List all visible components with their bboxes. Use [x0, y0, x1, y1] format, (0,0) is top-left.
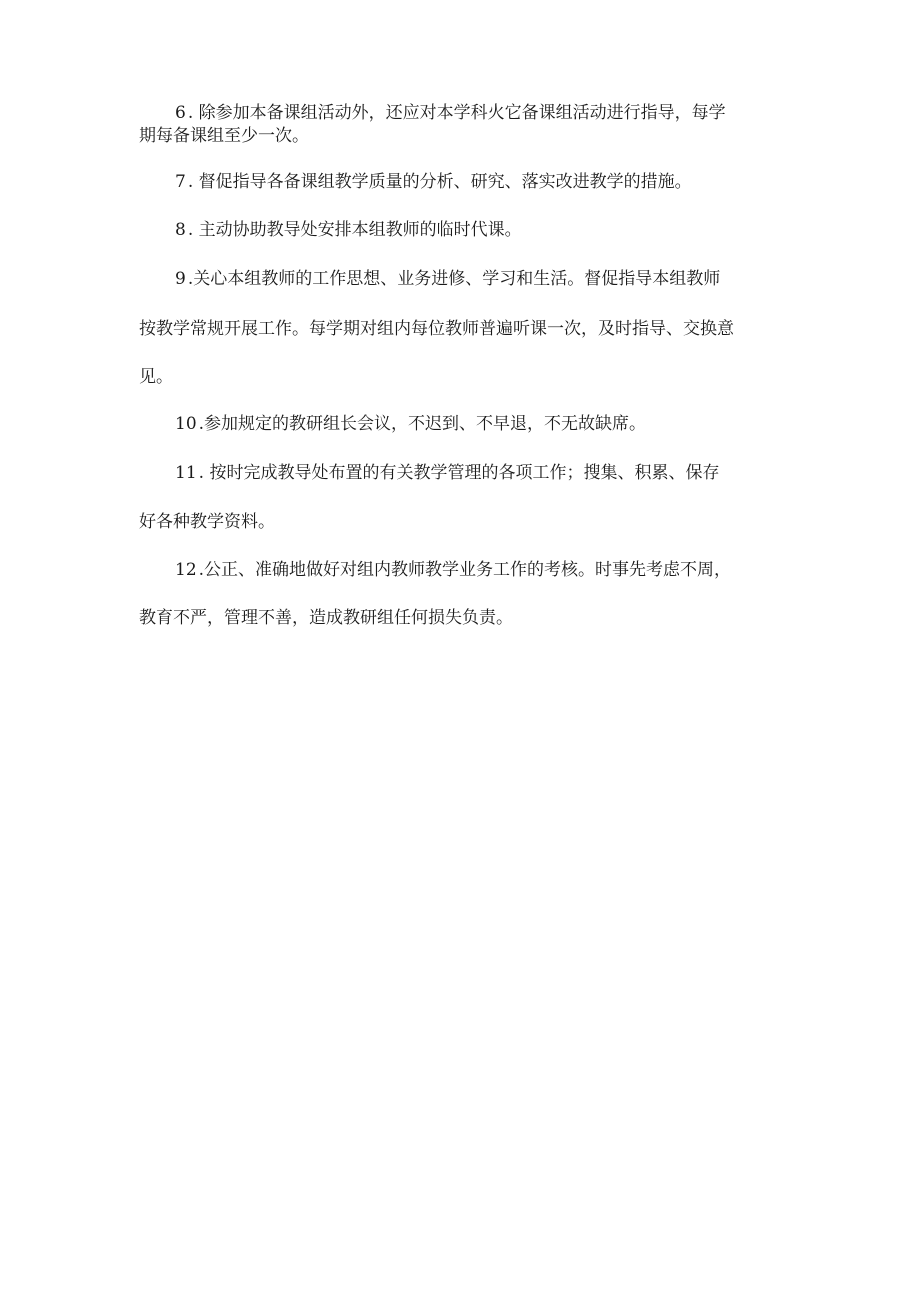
item-12-line-1	[175, 559, 784, 581]
item-number: 10	[175, 414, 197, 434]
item-number: 7	[175, 172, 186, 192]
item-8-line-1	[175, 219, 784, 241]
item-text: . 主动协助教导处安排本组教师的临时代课。	[187, 220, 522, 240]
item-6-line-1	[175, 102, 784, 124]
item-text: . 除参加本备课组活动外，还应对本学科火它备课组活动进行指导，每学	[187, 103, 726, 123]
item-11-line-1	[175, 462, 784, 484]
item-number: 9	[175, 269, 186, 289]
item-11-line-2: 好各种教学资料。	[139, 512, 275, 532]
item-9-line-2: 按教学常规开展工作。每学期对组内每位教师普遍听课一次，及时指导、交换意	[139, 319, 734, 339]
item-9-line-1	[175, 268, 784, 290]
item-text: . 按时完成教导处布置的有关教学管理的各项工作；搜集、积累、保存	[198, 463, 720, 483]
item-7-line-1	[175, 171, 784, 193]
item-9-line-3: 见。	[139, 367, 173, 387]
item-text: .公正、准确地做好对组内教师教学业务工作的考核。时事先考虑不周，	[198, 560, 732, 580]
item-12-line-2: 教育不严，管理不善，造成教研组任何损失负责。	[139, 608, 513, 628]
item-text: .关心本组教师的工作思想、业务进修、学习和生活。督促指导本组教师	[187, 269, 721, 289]
item-6-line-2: 期每备课组至少一次。	[139, 126, 309, 146]
item-text: .参加规定的教研组长会议，不迟到、不早退，不无故缺席。	[198, 414, 647, 434]
item-number: 12	[175, 560, 197, 580]
item-text: . 督促指导各备课组教学质量的分析、研究、落实改进教学的措施。	[187, 172, 692, 192]
item-number: 11	[175, 463, 197, 483]
item-number: 8	[175, 220, 186, 240]
item-number: 6	[175, 103, 186, 123]
item-10-line-1	[175, 413, 784, 435]
